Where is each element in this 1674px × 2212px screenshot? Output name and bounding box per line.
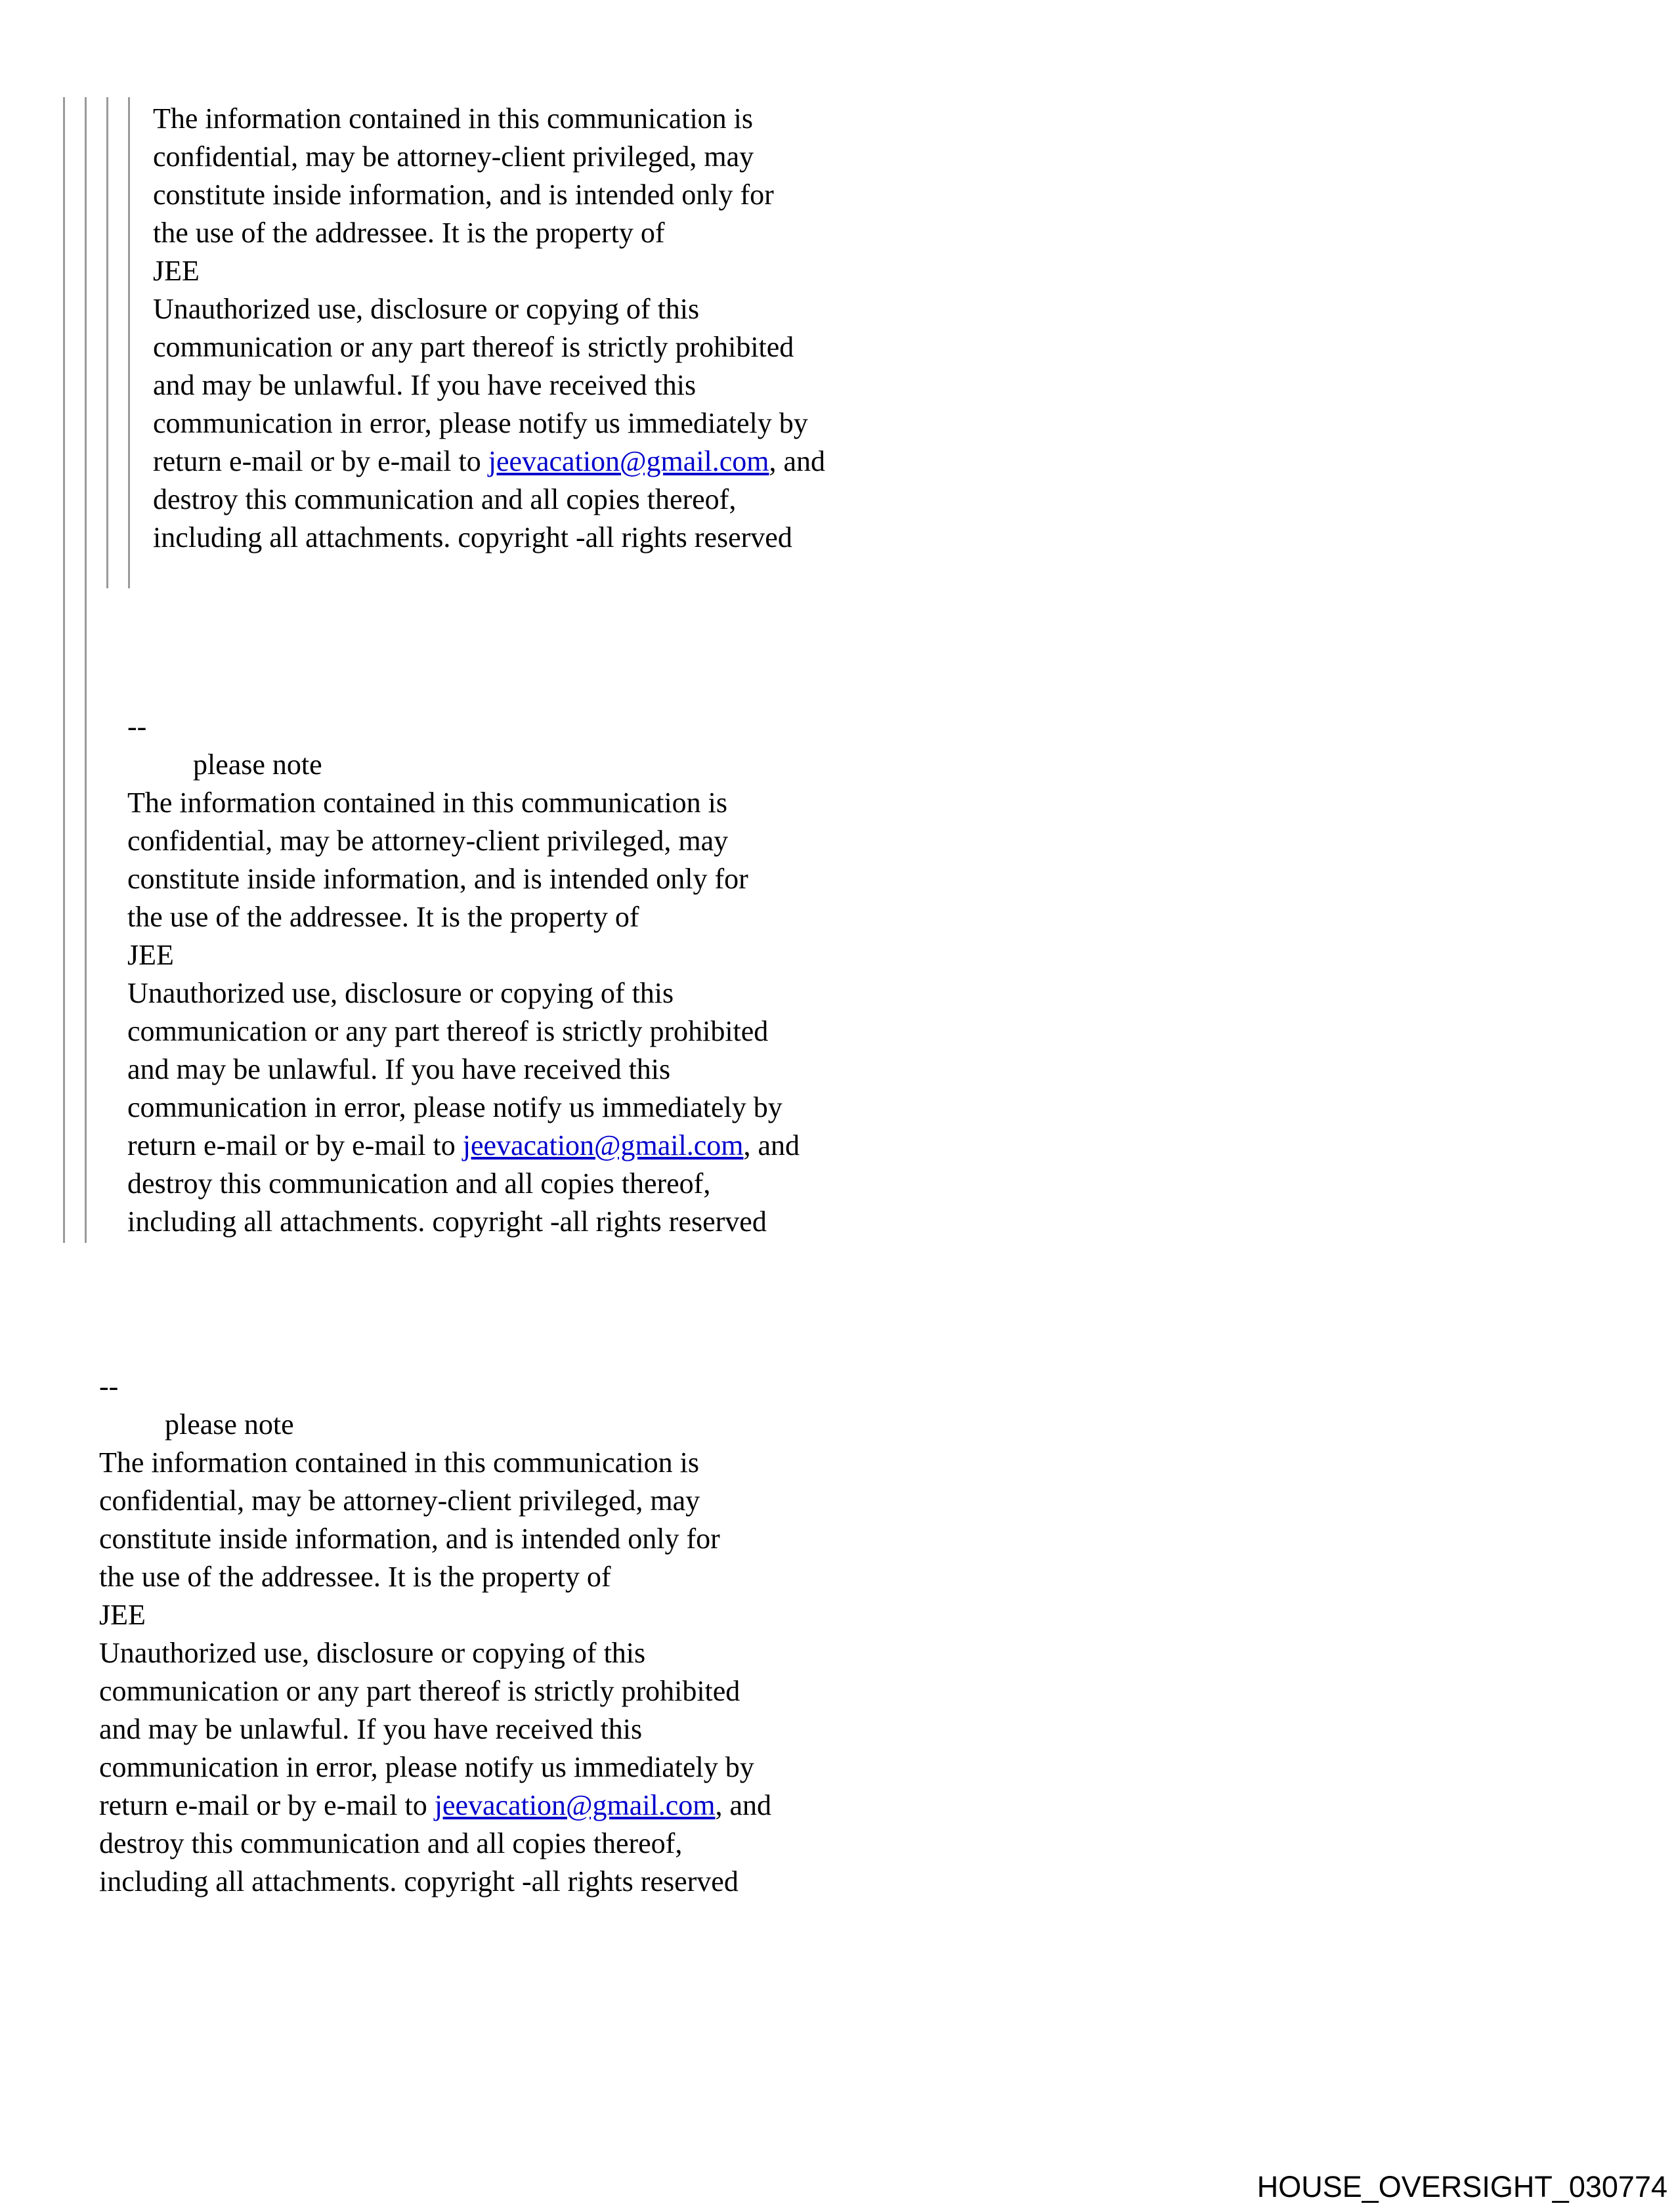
email-link[interactable]: jeevacation@gmail.com xyxy=(462,1129,744,1161)
disclaimer-block-top xyxy=(153,100,825,557)
disclaimer-line: including all attachments. copyright -all rights reserved xyxy=(153,521,792,553)
disclaimer-line: JEE xyxy=(127,939,174,971)
link-line-suffix: , and xyxy=(743,1129,800,1161)
disclaimer-line: the use of the addressee. It is the property of xyxy=(99,1561,611,1593)
link-line-prefix: return e-mail or by e-mail to xyxy=(99,1789,435,1821)
disclaimer-line: confidential, may be attorney-client privileged, may xyxy=(127,825,729,857)
quote-bar xyxy=(63,97,65,1243)
quote-separator: -- xyxy=(99,1370,119,1402)
disclaimer-line: and may be unlawful. If you have received this xyxy=(99,1713,643,1745)
disclaimer-line: Unauthorized use, disclosure or copying of this xyxy=(153,293,700,325)
please-note-label: please note xyxy=(165,1408,294,1441)
link-line-prefix: return e-mail or by e-mail to xyxy=(127,1129,463,1161)
link-line-prefix: return e-mail or by e-mail to xyxy=(153,445,488,477)
disclaimer-line: Unauthorized use, disclosure or copying of this xyxy=(99,1637,646,1669)
email-link[interactable]: jeevacation@gmail.com xyxy=(488,445,769,477)
disclaimer-line: constitute inside information, and is intended only for xyxy=(153,179,774,211)
disclaimer-line xyxy=(127,1127,800,1165)
disclaimer-block-bottom xyxy=(99,1368,771,1901)
disclaimer-line: communication in error, please notify us immediately by xyxy=(99,1751,754,1783)
disclaimer-line: communication in error, please notify us immediately by xyxy=(127,1091,783,1123)
disclaimer-line: The information contained in this communication is xyxy=(127,787,728,819)
disclaimer-line: Unauthorized use, disclosure or copying of this xyxy=(127,977,674,1009)
link-line-suffix: , and xyxy=(715,1789,772,1821)
disclaimer-line: communication or any part thereof is strictly prohibited xyxy=(127,1015,769,1047)
disclaimer-line: confidential, may be attorney-client privileged, may xyxy=(153,141,754,173)
please-note-label: please note xyxy=(193,748,322,781)
disclaimer-line: JEE xyxy=(153,255,200,287)
disclaimer-line: destroy this communication and all copies thereof, xyxy=(99,1827,683,1859)
disclaimer-line: communication in error, please notify us immediately by xyxy=(153,407,808,439)
quote-separator: -- xyxy=(127,710,147,743)
disclaimer-line: the use of the addressee. It is the property of xyxy=(127,901,639,933)
disclaimer-line: destroy this communication and all copies thereof, xyxy=(127,1167,711,1200)
disclaimer-line: confidential, may be attorney-client privileged, may xyxy=(99,1485,700,1517)
disclaimer-line: and may be unlawful. If you have received this xyxy=(153,369,697,401)
disclaimer-line: constitute inside information, and is intended only for xyxy=(99,1523,720,1555)
disclaimer-line: including all attachments. copyright -all rights reserved xyxy=(99,1865,739,1898)
quote-bar xyxy=(106,97,108,588)
disclaimer-line: including all attachments. copyright -all rights reserved xyxy=(127,1205,767,1238)
disclaimer-line: JEE xyxy=(99,1599,146,1631)
disclaimer-line: the use of the addressee. It is the property of xyxy=(153,217,665,249)
disclaimer-line xyxy=(153,443,825,481)
disclaimer-line: constitute inside information, and is intended only for xyxy=(127,863,748,895)
disclaimer-line xyxy=(99,1787,771,1825)
quote-bar xyxy=(128,97,130,588)
link-line-suffix: , and xyxy=(769,445,826,477)
disclaimer-line: communication or any part thereof is strictly prohibited xyxy=(99,1675,740,1707)
bates-number: HOUSE_OVERSIGHT_030774 xyxy=(1256,2170,1667,2203)
disclaimer-line: The information contained in this communication is xyxy=(153,102,754,135)
disclaimer-line: The information contained in this communication is xyxy=(99,1446,700,1479)
disclaimer-line: communication or any part thereof is strictly prohibited xyxy=(153,331,794,363)
email-link[interactable]: jeevacation@gmail.com xyxy=(434,1789,716,1821)
disclaimer-line: destroy this communication and all copies thereof, xyxy=(153,483,737,515)
quote-bar xyxy=(85,97,87,1243)
disclaimer-line: and may be unlawful. If you have received this xyxy=(127,1053,671,1085)
disclaimer-block-middle xyxy=(127,708,800,1241)
